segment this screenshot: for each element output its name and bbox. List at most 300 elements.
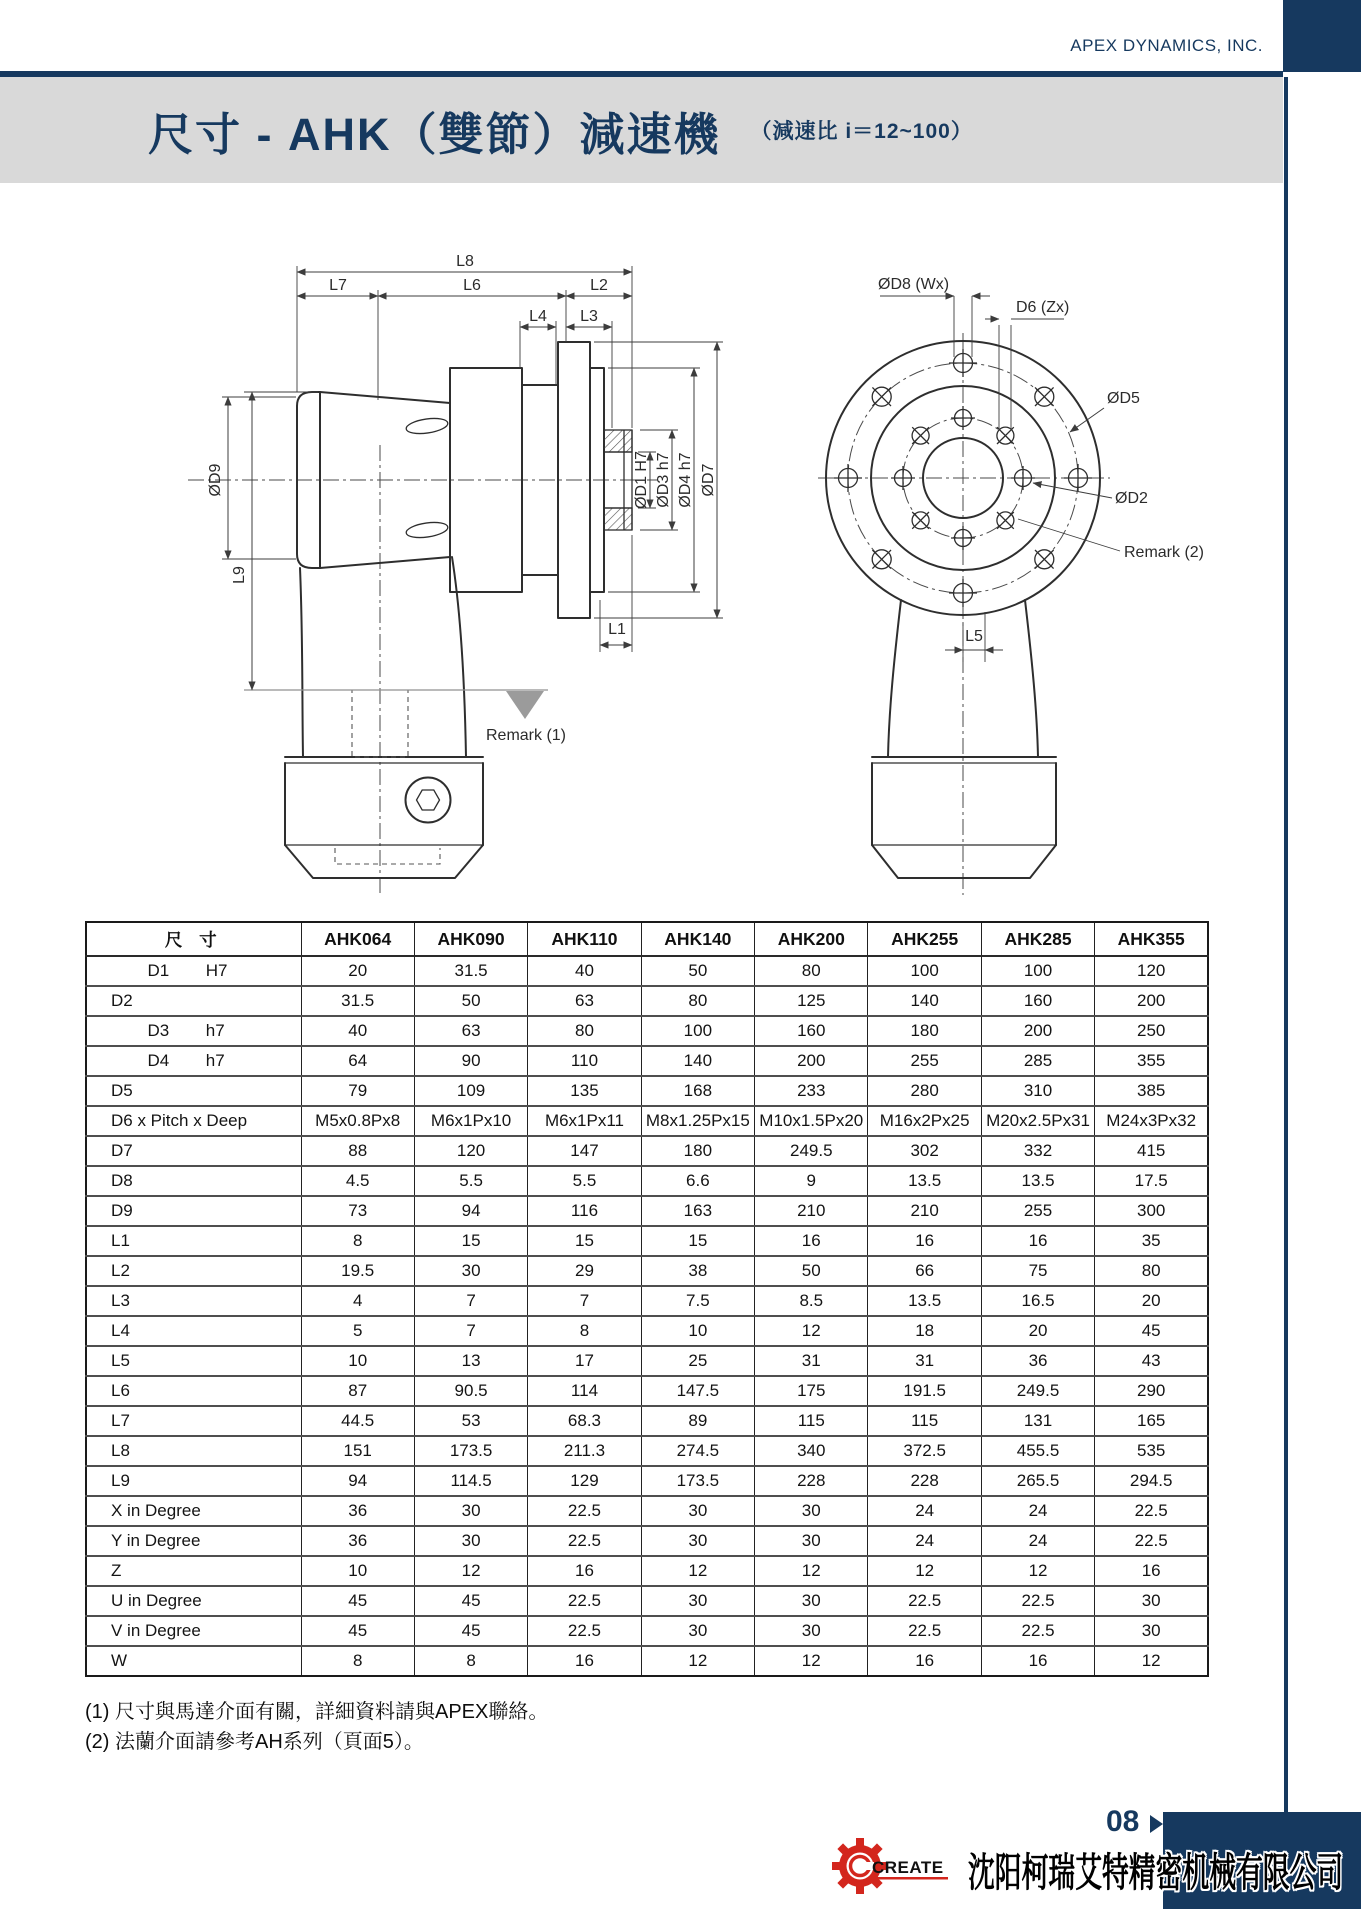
value-cell: 30 [414,1256,527,1286]
front-view-dimensions [878,276,1204,662]
value-cell: 22.5 [868,1586,981,1616]
dim-label-d6: D6 (Zx) [1016,299,1070,316]
dimension-name: D1 [147,961,170,980]
value-cell: 535 [1095,1436,1208,1466]
dimension-table [85,921,1209,1677]
value-cell: 22.5 [528,1586,641,1616]
value-cell: 24 [981,1496,1094,1526]
value-cell: 16 [981,1646,1094,1676]
value-cell: 160 [981,986,1094,1016]
value-cell: 50 [414,986,527,1016]
dim-label-l1: L1 [608,621,626,638]
dimension-label-cell [86,1646,301,1676]
value-cell: 45 [301,1616,414,1646]
dim-label-d2: ØD2 [1115,490,1148,507]
value-cell: 30 [414,1526,527,1556]
table-row [86,1556,1208,1586]
value-cell: 5 [301,1316,414,1346]
dimension-label-cell [86,1256,301,1286]
dim-label-l4: L4 [529,308,547,325]
value-cell: 8 [301,1646,414,1676]
dimension-name: Y in Degree [111,1531,201,1550]
value-cell: 249.5 [981,1376,1094,1406]
value-cell: 22.5 [528,1526,641,1556]
table-row [86,1106,1208,1136]
value-cell: 24 [981,1526,1094,1556]
value-cell: 19.5 [301,1256,414,1286]
dim-label-d5: ØD5 [1107,390,1140,407]
remark1-triangle-icon [506,691,544,719]
table-row [86,1136,1208,1166]
value-cell: 332 [981,1136,1094,1166]
value-cell: 228 [868,1466,981,1496]
value-cell: 173.5 [414,1436,527,1466]
value-cell: 131 [981,1406,1094,1436]
dimension-label-cell [86,1586,301,1616]
value-cell: 10 [641,1316,754,1346]
table-row [86,1196,1208,1226]
table-header-row [86,922,1208,956]
value-cell: 415 [1095,1136,1208,1166]
value-cell: M6x1Px11 [528,1106,641,1136]
dimension-label-cell [86,1496,301,1526]
value-cell: 35 [1095,1226,1208,1256]
value-cell: 68.3 [528,1406,641,1436]
value-cell: 36 [981,1346,1094,1376]
value-cell: M8x1.25Px15 [641,1106,754,1136]
value-cell: 175 [755,1376,868,1406]
value-cell: 16.5 [981,1286,1094,1316]
value-cell: M6x1Px10 [414,1106,527,1136]
table-row [86,1286,1208,1316]
table-row [86,1226,1208,1256]
value-cell: 274.5 [641,1436,754,1466]
remark2-label: Remark (2) [1124,544,1205,561]
table-row [86,1316,1208,1346]
value-cell: 7 [414,1286,527,1316]
value-cell: 89 [641,1406,754,1436]
table-row [86,1436,1208,1466]
table-row [86,1406,1208,1436]
value-cell: M20x2.5Px31 [981,1106,1094,1136]
dimension-name: L4 [111,1321,130,1340]
column-header-ahk255: AHK255 [868,922,981,956]
value-cell: 30 [414,1496,527,1526]
value-cell: 44.5 [301,1406,414,1436]
value-cell: 16 [755,1226,868,1256]
value-cell: 30 [1095,1616,1208,1646]
value-cell: 22.5 [1095,1496,1208,1526]
value-cell: 310 [981,1076,1094,1106]
value-cell: 8 [528,1316,641,1346]
value-cell: 255 [868,1046,981,1076]
value-cell: 125 [755,986,868,1016]
dimension-label-cell [86,986,301,1016]
value-cell: M10x1.5Px20 [755,1106,868,1136]
value-cell: 228 [755,1466,868,1496]
value-cell: 30 [755,1496,868,1526]
dimension-label-cell [86,1526,301,1556]
value-cell: 64 [301,1046,414,1076]
value-cell: 10 [301,1346,414,1376]
value-cell: 22.5 [528,1616,641,1646]
value-cell: 7 [414,1316,527,1346]
dim-label-d3: ØD3 h7 [655,452,672,508]
value-cell: 249.5 [755,1136,868,1166]
value-cell: 16 [1095,1556,1208,1586]
value-cell: 200 [981,1016,1094,1046]
value-cell: 29 [528,1256,641,1286]
value-cell: 94 [301,1466,414,1496]
value-cell: 45 [414,1586,527,1616]
value-cell: 30 [641,1526,754,1556]
dimension-label-cell [86,1166,301,1196]
dimension-label-cell [86,1616,301,1646]
value-cell: 31 [755,1346,868,1376]
dimension-label-cell [86,1316,301,1346]
dimension-tolerance: h7 [205,1051,225,1070]
column-header-ahk285: AHK285 [981,922,1094,956]
value-cell: 22.5 [528,1496,641,1526]
dimension-name: W [111,1651,128,1670]
dimension-name: L2 [111,1261,130,1280]
value-cell: 17.5 [1095,1166,1208,1196]
value-cell: 280 [868,1076,981,1106]
value-cell: 115 [868,1406,981,1436]
dimension-label-cell [86,1016,301,1046]
value-cell: 22.5 [868,1616,981,1646]
table-row [86,1616,1208,1646]
value-cell: 7.5 [641,1286,754,1316]
value-cell: 200 [1095,986,1208,1016]
table-row [86,1016,1208,1046]
table-row [86,956,1208,986]
value-cell: 18 [868,1316,981,1346]
value-cell: 4.5 [301,1166,414,1196]
value-cell: 13.5 [981,1166,1094,1196]
value-cell: 250 [1095,1016,1208,1046]
value-cell: 8 [414,1646,527,1676]
value-cell: 191.5 [868,1376,981,1406]
dimension-name: U in Degree [111,1591,202,1610]
table-row [86,1466,1208,1496]
value-cell: 16 [981,1226,1094,1256]
dimension-name: L6 [111,1381,130,1400]
value-cell: 4 [301,1286,414,1316]
value-cell: 120 [414,1136,527,1166]
table-row [86,1496,1208,1526]
value-cell: 15 [641,1226,754,1256]
dimension-name: L7 [111,1411,130,1430]
value-cell: 16 [528,1556,641,1586]
value-cell: 79 [301,1076,414,1106]
value-cell: 210 [868,1196,981,1226]
value-cell: 20 [1095,1286,1208,1316]
column-header-ahk110: AHK110 [528,922,641,956]
dimension-table-body [86,956,1208,1676]
value-cell: 50 [641,956,754,986]
value-cell: 24 [868,1526,981,1556]
side-view-dimensions [207,253,723,744]
value-cell: 13 [414,1346,527,1376]
value-cell: 210 [755,1196,868,1226]
value-cell: 16 [868,1226,981,1256]
footer-company-name: 沈阳柯瑞艾特精密机械有限公司 [968,1851,1344,1895]
value-cell: 168 [641,1076,754,1106]
dimension-name: D9 [111,1201,133,1220]
value-cell: 24 [868,1496,981,1526]
value-cell: 455.5 [981,1436,1094,1466]
value-cell: 255 [981,1196,1094,1226]
value-cell: 43 [1095,1346,1208,1376]
value-cell: 180 [641,1136,754,1166]
value-cell: 6.6 [641,1166,754,1196]
value-cell: 129 [528,1466,641,1496]
dimension-name: L1 [111,1231,130,1250]
value-cell: 302 [868,1136,981,1166]
value-cell: 15 [414,1226,527,1256]
value-cell: 173.5 [641,1466,754,1496]
value-cell: 31.5 [301,986,414,1016]
dim-label-l5: L5 [965,628,983,645]
value-cell: 36 [301,1526,414,1556]
dim-label-l9: L9 [231,566,248,584]
value-cell: 12 [981,1556,1094,1586]
dim-label-d9: ØD9 [207,463,224,497]
value-cell: 140 [641,1046,754,1076]
value-cell: 13.5 [868,1166,981,1196]
dim-label-l3: L3 [580,308,598,325]
value-cell: 290 [1095,1376,1208,1406]
page-arrow-icon [1150,1815,1163,1833]
value-cell: 17 [528,1346,641,1376]
value-cell: 12 [755,1556,868,1586]
column-header-ahk200: AHK200 [755,922,868,956]
dimension-label-cell [86,1556,301,1586]
value-cell: 16 [528,1646,641,1676]
value-cell: 20 [981,1316,1094,1346]
value-cell: 53 [414,1406,527,1436]
value-cell: 110 [528,1046,641,1076]
value-cell: M16x2Px25 [868,1106,981,1136]
table-row [86,1646,1208,1676]
value-cell: 63 [528,986,641,1016]
column-header-ahk355: AHK355 [1095,922,1208,956]
dimension-label-cell [86,1406,301,1436]
value-cell: 87 [301,1376,414,1406]
table-row [86,1346,1208,1376]
value-cell: 90.5 [414,1376,527,1406]
dimension-name: L8 [111,1441,130,1460]
value-cell: 200 [755,1046,868,1076]
footnote-2: (2) 法蘭介面請參考AH系列（頁面5）。 [85,1731,424,1753]
dimension-label-cell [86,1436,301,1466]
dimension-label-cell [86,1346,301,1376]
value-cell: 30 [755,1526,868,1556]
value-cell: 25 [641,1346,754,1376]
dimension-name: L9 [111,1471,130,1490]
column-header-ahk090: AHK090 [414,922,527,956]
value-cell: 114 [528,1376,641,1406]
value-cell: 38 [641,1256,754,1286]
value-cell: 22.5 [981,1616,1094,1646]
value-cell: 30 [1095,1586,1208,1616]
dimension-name: D7 [111,1141,133,1160]
table-row [86,1166,1208,1196]
table-row [86,1586,1208,1616]
dimension-name: Z [111,1561,122,1580]
value-cell: 80 [641,986,754,1016]
table-row [86,1046,1208,1076]
side-view-outline [188,342,658,895]
value-cell: 40 [301,1016,414,1046]
value-cell: 300 [1095,1196,1208,1226]
value-cell: 100 [981,956,1094,986]
dim-label-d7: ØD7 [700,463,717,497]
dimension-name: D8 [111,1171,133,1190]
dimension-label-cell [86,1106,301,1136]
table-row [86,1256,1208,1286]
value-cell: 340 [755,1436,868,1466]
value-cell: 22.5 [981,1586,1094,1616]
value-cell: 31 [868,1346,981,1376]
header-company-name: APEX DYNAMICS, INC. [1070,36,1263,55]
value-cell: 12 [1095,1646,1208,1676]
value-cell: 160 [755,1016,868,1046]
dim-label-l6: L6 [463,277,481,294]
dimension-label-cell [86,1196,301,1226]
value-cell: 20 [301,956,414,986]
value-cell: 114.5 [414,1466,527,1496]
value-cell: 147.5 [641,1376,754,1406]
footnotes [85,1697,548,1757]
value-cell: 73 [301,1196,414,1226]
value-cell: 94 [414,1196,527,1226]
front-view-outline [818,333,1110,895]
value-cell: 80 [528,1016,641,1046]
dimension-label-cell [86,1466,301,1496]
value-cell: 45 [301,1586,414,1616]
dimension-label-cell [86,956,301,986]
dimension-label-cell [86,1046,301,1076]
dimension-label-cell [86,1226,301,1256]
create-logo [828,1833,960,1903]
value-cell: 165 [1095,1406,1208,1436]
value-cell: 75 [981,1256,1094,1286]
value-cell: 294.5 [1095,1466,1208,1496]
value-cell: 30 [641,1616,754,1646]
value-cell: 45 [414,1616,527,1646]
value-cell: 211.3 [528,1436,641,1466]
value-cell: 135 [528,1076,641,1106]
value-cell: 265.5 [981,1466,1094,1496]
value-cell: 12 [868,1556,981,1586]
value-cell: 40 [528,956,641,986]
value-cell: 12 [414,1556,527,1586]
dimension-tolerance: H7 [205,961,228,980]
dimension-name: V in Degree [111,1621,201,1640]
dimension-name: D2 [111,991,133,1010]
value-cell: 233 [755,1076,868,1106]
value-cell: 80 [755,956,868,986]
dimension-name: L3 [111,1291,130,1310]
value-cell: 45 [1095,1316,1208,1346]
value-cell: 100 [641,1016,754,1046]
value-cell: 15 [528,1226,641,1256]
value-cell: 10 [301,1556,414,1586]
dimension-tolerance: h7 [205,1021,225,1040]
value-cell: 100 [868,956,981,986]
dimension-name: X in Degree [111,1501,201,1520]
value-cell: 31.5 [414,956,527,986]
dimension-name: D4 [147,1051,170,1070]
dim-label-l2: L2 [590,277,608,294]
table-row [86,986,1208,1016]
logo-create-text: CREATE [872,1858,944,1877]
value-cell: 36 [301,1496,414,1526]
dimension-label-cell [86,1376,301,1406]
value-cell: 5.5 [414,1166,527,1196]
value-cell: 12 [641,1646,754,1676]
dimension-label-cell [86,1286,301,1316]
page-number: 08 [1106,1805,1140,1838]
value-cell: 120 [1095,956,1208,986]
value-cell: 50 [755,1256,868,1286]
value-cell: 355 [1095,1046,1208,1076]
value-cell: 385 [1095,1076,1208,1106]
value-cell: 115 [755,1406,868,1436]
value-cell: 180 [868,1016,981,1046]
dimension-name: D6 x Pitch x Deep [111,1111,248,1130]
table-row [86,1526,1208,1556]
column-header-ahk140: AHK140 [641,922,754,956]
value-cell: 30 [641,1586,754,1616]
dimension-name: D5 [111,1081,133,1100]
value-cell: 30 [755,1616,868,1646]
page-subtitle: （減速比 i＝12~100） [750,120,973,143]
dimension-name: D3 [147,1021,170,1040]
value-cell: 63 [414,1016,527,1046]
value-cell: 30 [755,1586,868,1616]
value-cell: 13.5 [868,1286,981,1316]
dim-label-l8: L8 [456,253,474,270]
value-cell: 12 [755,1316,868,1346]
value-cell: 8 [301,1226,414,1256]
dimension-label-cell [86,1076,301,1106]
value-cell: 285 [981,1046,1094,1076]
value-cell: 22.5 [1095,1526,1208,1556]
table-row [86,1376,1208,1406]
value-cell: M24x3Px32 [1095,1106,1208,1136]
footnote-1: (1) 尺寸與馬達介面有關，詳細資料請與APEX聯絡。 [85,1701,549,1723]
value-cell: 372.5 [868,1436,981,1466]
value-cell: 90 [414,1046,527,1076]
column-header-size: 尺 寸 [86,922,301,956]
value-cell: 16 [868,1646,981,1676]
table-row [86,1076,1208,1106]
value-cell: 147 [528,1136,641,1166]
value-cell: 66 [868,1256,981,1286]
dim-label-d4: ØD4 h7 [677,452,694,508]
value-cell: 88 [301,1136,414,1166]
remark1-label: Remark (1) [486,727,567,744]
value-cell: 12 [755,1646,868,1676]
value-cell: 80 [1095,1256,1208,1286]
logo-underline [872,1877,948,1880]
dim-label-l7: L7 [329,277,347,294]
value-cell: 140 [868,986,981,1016]
column-header-ahk064: AHK064 [301,922,414,956]
